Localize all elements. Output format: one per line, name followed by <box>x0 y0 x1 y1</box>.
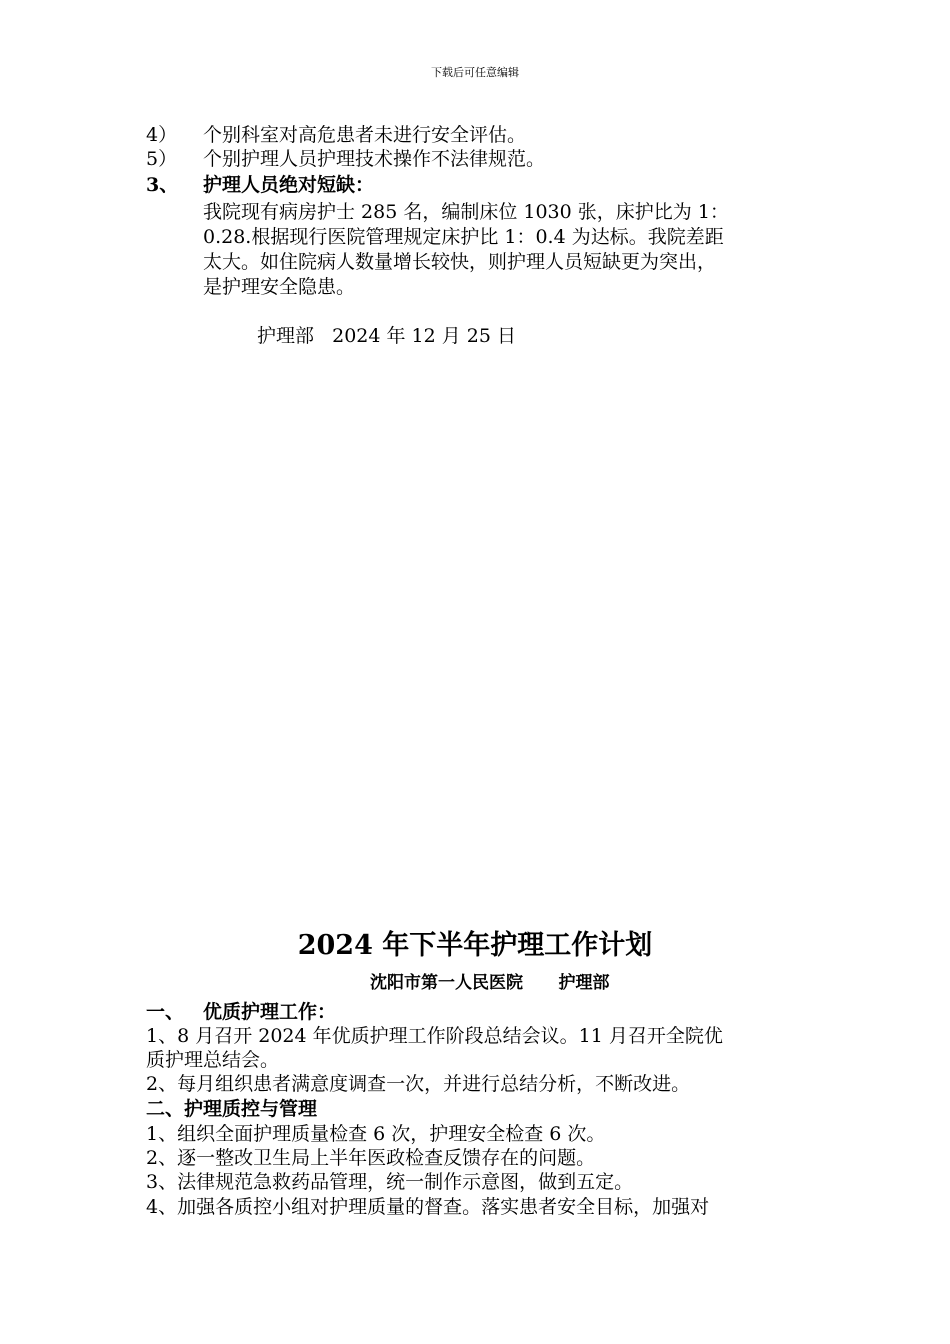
plan-section-2-line: 4、加强各质控小组对护理质量的督查。落实患者安全目标，加强对 <box>146 1196 710 1218</box>
section-3-number: 3、 <box>146 174 179 196</box>
section-3-paragraph-line: 我院现有病房护士 285 名，编制床位 1030 张，床护比为 1： <box>203 201 729 223</box>
section-3-paragraph-line: 是护理安全隐患。 <box>203 276 356 298</box>
signature-line: 护理部 2024 年 12 月 25 日 <box>257 325 517 347</box>
item-text-5: 个别护理人员护理技术操作不法律规范。 <box>203 148 546 170</box>
plan-section-1-line: 2、每月组织患者满意度调查一次，并进行总结分析，不断改进。 <box>146 1073 691 1095</box>
plan-section-2-line: 2、逐一整改卫生局上半年医政检查反馈存在的问题。 <box>146 1147 596 1169</box>
page-header-note: 下载后可任意编辑 <box>431 66 519 79</box>
plan-section-1-line: 质护理总结会。 <box>146 1049 280 1071</box>
item-number-5: 5） <box>146 148 178 170</box>
plan-section-2-line: 3、法律规范急救药品管理，统一制作示意图，做到五定。 <box>146 1171 634 1193</box>
item-number-4: 4） <box>146 124 178 146</box>
section-3-paragraph-line: 太大。如住院病人数量增长较快，则护理人员短缺更为突出， <box>203 251 717 273</box>
section-3-heading: 护理人员绝对短缺： <box>203 174 375 196</box>
plan-title: 2024 年下半年护理工作计划 <box>297 930 653 961</box>
plan-section-1-heading: 优质护理工作： <box>203 1001 337 1023</box>
plan-section-1-line: 1、8 月召开 2024 年优质护理工作阶段总结会议。11 月召开全院优 <box>146 1025 723 1047</box>
item-text-4: 个别科室对高危患者未进行安全评估。 <box>203 124 527 146</box>
plan-subtitle: 沈阳市第一人民医院 护理部 <box>370 973 610 993</box>
plan-section-2-heading: 二、护理质控与管理 <box>146 1098 318 1120</box>
plan-section-1-number: 一、 <box>146 1001 185 1023</box>
section-3-paragraph-line: 0.28.根据现行医院管理规定床护比 1：0.4 为达标。我院差距 <box>203 226 724 248</box>
plan-section-2-line: 1、组织全面护理质量检查 6 次，护理安全检查 6 次。 <box>146 1123 606 1145</box>
